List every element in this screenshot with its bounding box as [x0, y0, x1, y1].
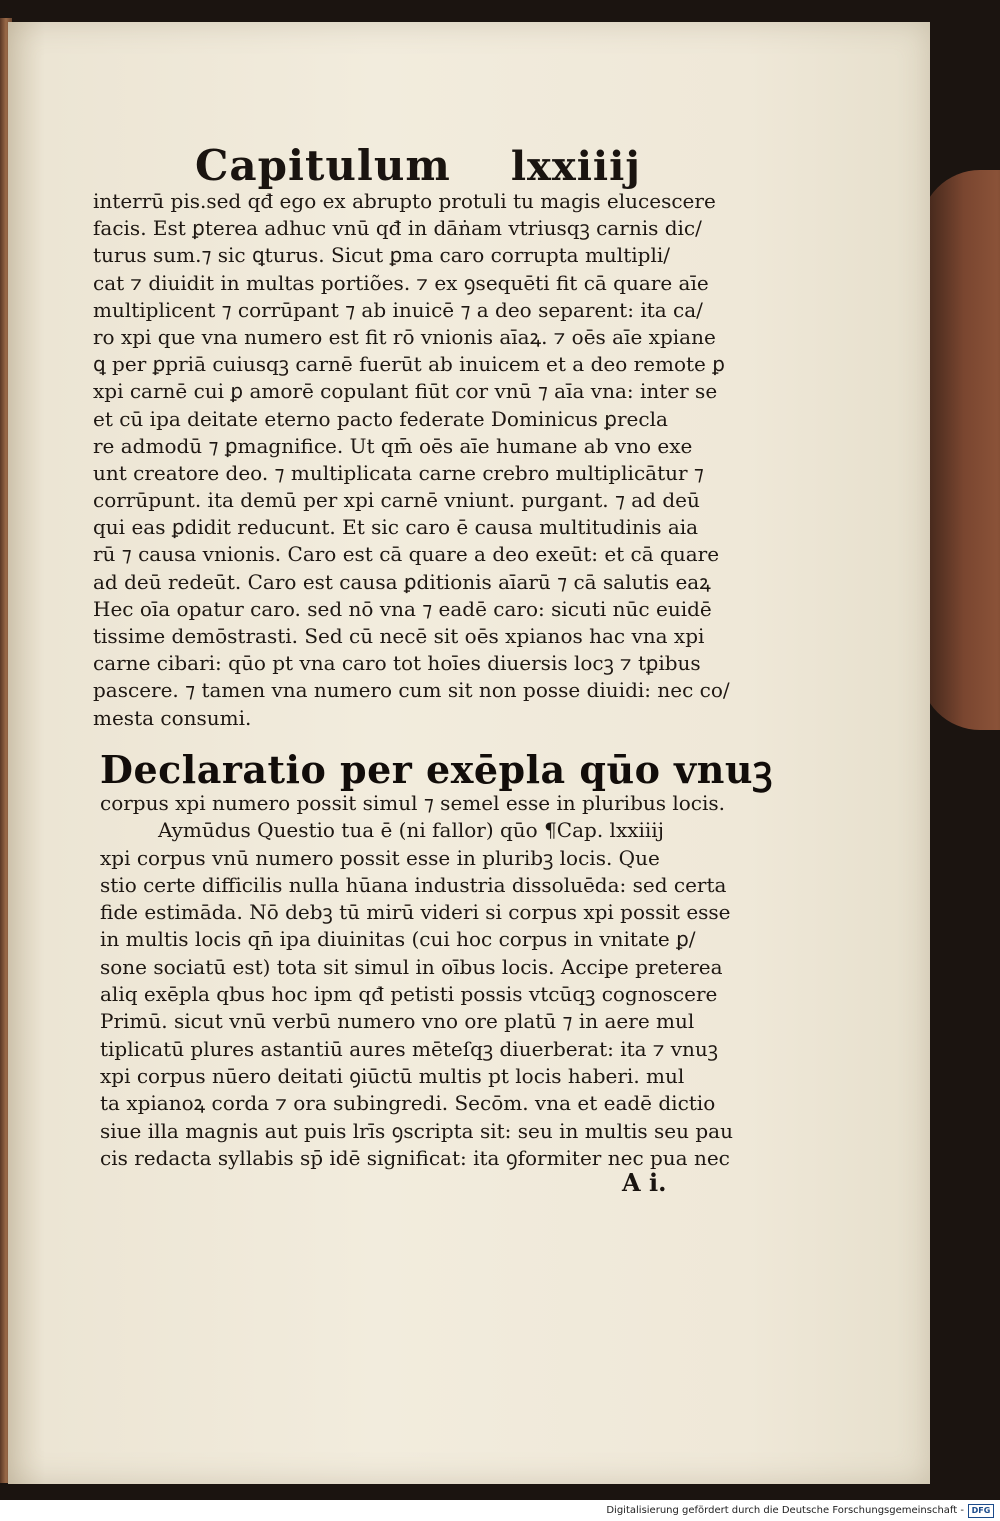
section-line: Aymūdus Questio tua ē (ni fallor) qūo ¶Cap. lxxiiij	[158, 818, 664, 843]
holding-thumb	[920, 170, 1000, 730]
section-line: Primū. sicut vnū verbū numero vno ore platū ⁊ in aere mul	[100, 1009, 695, 1034]
section-text	[100, 790, 740, 1172]
text-line: qui eas ꝑdidit reducunt. Et sic caro ē causa multitudinis aia	[93, 515, 699, 540]
text-line: turus sum.⁊ sic ꝗturus. Sicut ꝑma caro corrupta multipli/	[93, 243, 670, 268]
text-line: Hec oīa opatur caro. sed nō vna ⁊ eadē caro: sicuti nūc euidē	[93, 596, 712, 621]
section-line: siue illa magnis aut puis lrīs ꝯscripta sit: seu in multis seu pau	[100, 1118, 733, 1143]
text-line: cat ⁊ diuidit in multas portiões. ⁊ ex ꝯsequēti fit cā quare aīe	[93, 270, 709, 295]
text-line: ad deū redeūt. Caro est causa ꝑditionis aīarū ⁊ cā salutis eaꝝ	[93, 569, 711, 594]
text-line: et cū ipa deitate eterno pacto federate Dominicus ꝑrecla	[93, 406, 668, 431]
section-line: corpus xpi numero possit simul ⁊ semel esse in pluribus locis.	[100, 791, 726, 815]
text-line: multiplicent ⁊ corrūpant ⁊ ab inuicē ⁊ a deo separent: ita ca/	[93, 297, 703, 322]
section-line: tiplicatū plures astantiū aures mēteſqꝫ diuerberat: ita ⁊ vnuꝫ	[100, 1036, 719, 1061]
section-line: in multis locis qn̄ ipa diuinitas (cui hoc corpus in vnitate ꝑ/	[100, 927, 696, 952]
section-line: ta xpianoꝝ corda ⁊ ora subingredi. Secōm. vna et eadē dictio	[100, 1091, 716, 1116]
section-line: stio certe difficilis nulla hūana industria dissoluēda: sed certa	[100, 872, 727, 897]
body-text	[93, 188, 733, 732]
text-line: corrūpunt. ita demū per xpi carnē vniunt. purgant. ⁊ ad deū	[93, 488, 700, 513]
section-line: sone sociatū est) tota sit simul in oībus locis. Accipe preterea	[100, 954, 723, 979]
chapter-title: Capitulum	[195, 141, 451, 190]
text-line: xpi carnē cui ꝑ amorē copulant fiūt cor vnū ⁊ aīa vna: inter se	[93, 379, 718, 404]
chapter-number: lxxiiij	[510, 143, 641, 190]
chapter-heading	[195, 130, 641, 190]
section-title: Declaratio per exēpla qūo vnuꝫ	[100, 747, 773, 792]
text-line: rū ⁊ causa vnionis. Caro est cā quare a deo exeūt: et cā quare	[93, 542, 720, 567]
section-line: xpi corpus nūero deitati ꝯiūctū multis pt locis haberi. mul	[100, 1063, 685, 1088]
text-line: unt creatore deo. ⁊ multiplicata carne crebro multiplicātur ⁊	[93, 460, 704, 485]
text-line: pascere. ⁊ tamen vna numero cum sit non posse diuidi: nec co/	[93, 678, 730, 703]
text-line: carne cibari: qūo pt vna caro tot hoīes diuersis locꝫ ⁊ tꝑibus	[93, 651, 701, 676]
section-line: aliq exēpla qbus hoc ipm qđ petisti possis vtcūqꝫ cognoscere	[100, 982, 718, 1007]
signature-mark: A i.	[622, 1168, 667, 1197]
section-line: xpi corpus vnū numero possit esse in pluribꝫ locis. Que	[100, 845, 660, 870]
text-line: ꝗ per ꝑpriā cuiusqꝫ carnē fuerūt ab inuicem et a deo remote ꝑ	[93, 352, 725, 377]
section-line: cis redacta syllabis sp̄ idē significat: ita ꝯformiter nec pua nec	[100, 1145, 730, 1170]
text-line: tissime demōstrasti. Sed cū necē sit oēs xpianos hac vna xpi	[93, 624, 705, 648]
dfg-logo: DFG	[968, 1504, 994, 1518]
text-line: re admodū ⁊ ꝑmagnifice. Ut qm̄ oēs aīe humane ab vno exe	[93, 433, 693, 458]
text-line: facis. Est ꝑterea adhuc vnū qđ in dāṅam vtriusqꝫ carnis dic/	[93, 216, 702, 241]
text-line: ro xpi que vna numero est fit rō vnionis aīaꝝ. ⁊ oēs aīe xpiane	[93, 324, 716, 349]
section-line: fide estimāda. Nō debꝫ tū mirū videri si corpus xpi possit esse	[100, 900, 731, 925]
text-line: mesta consumi.	[93, 705, 252, 730]
footer-bar	[0, 1500, 1000, 1521]
footer-credit: Digitalisierung gefördert durch die Deutsche Forschungsgemeinschaft -	[606, 1505, 964, 1516]
text-line: interrū pis.sed qđ ego ex abrupto protuli tu magis elucescere	[93, 189, 716, 213]
